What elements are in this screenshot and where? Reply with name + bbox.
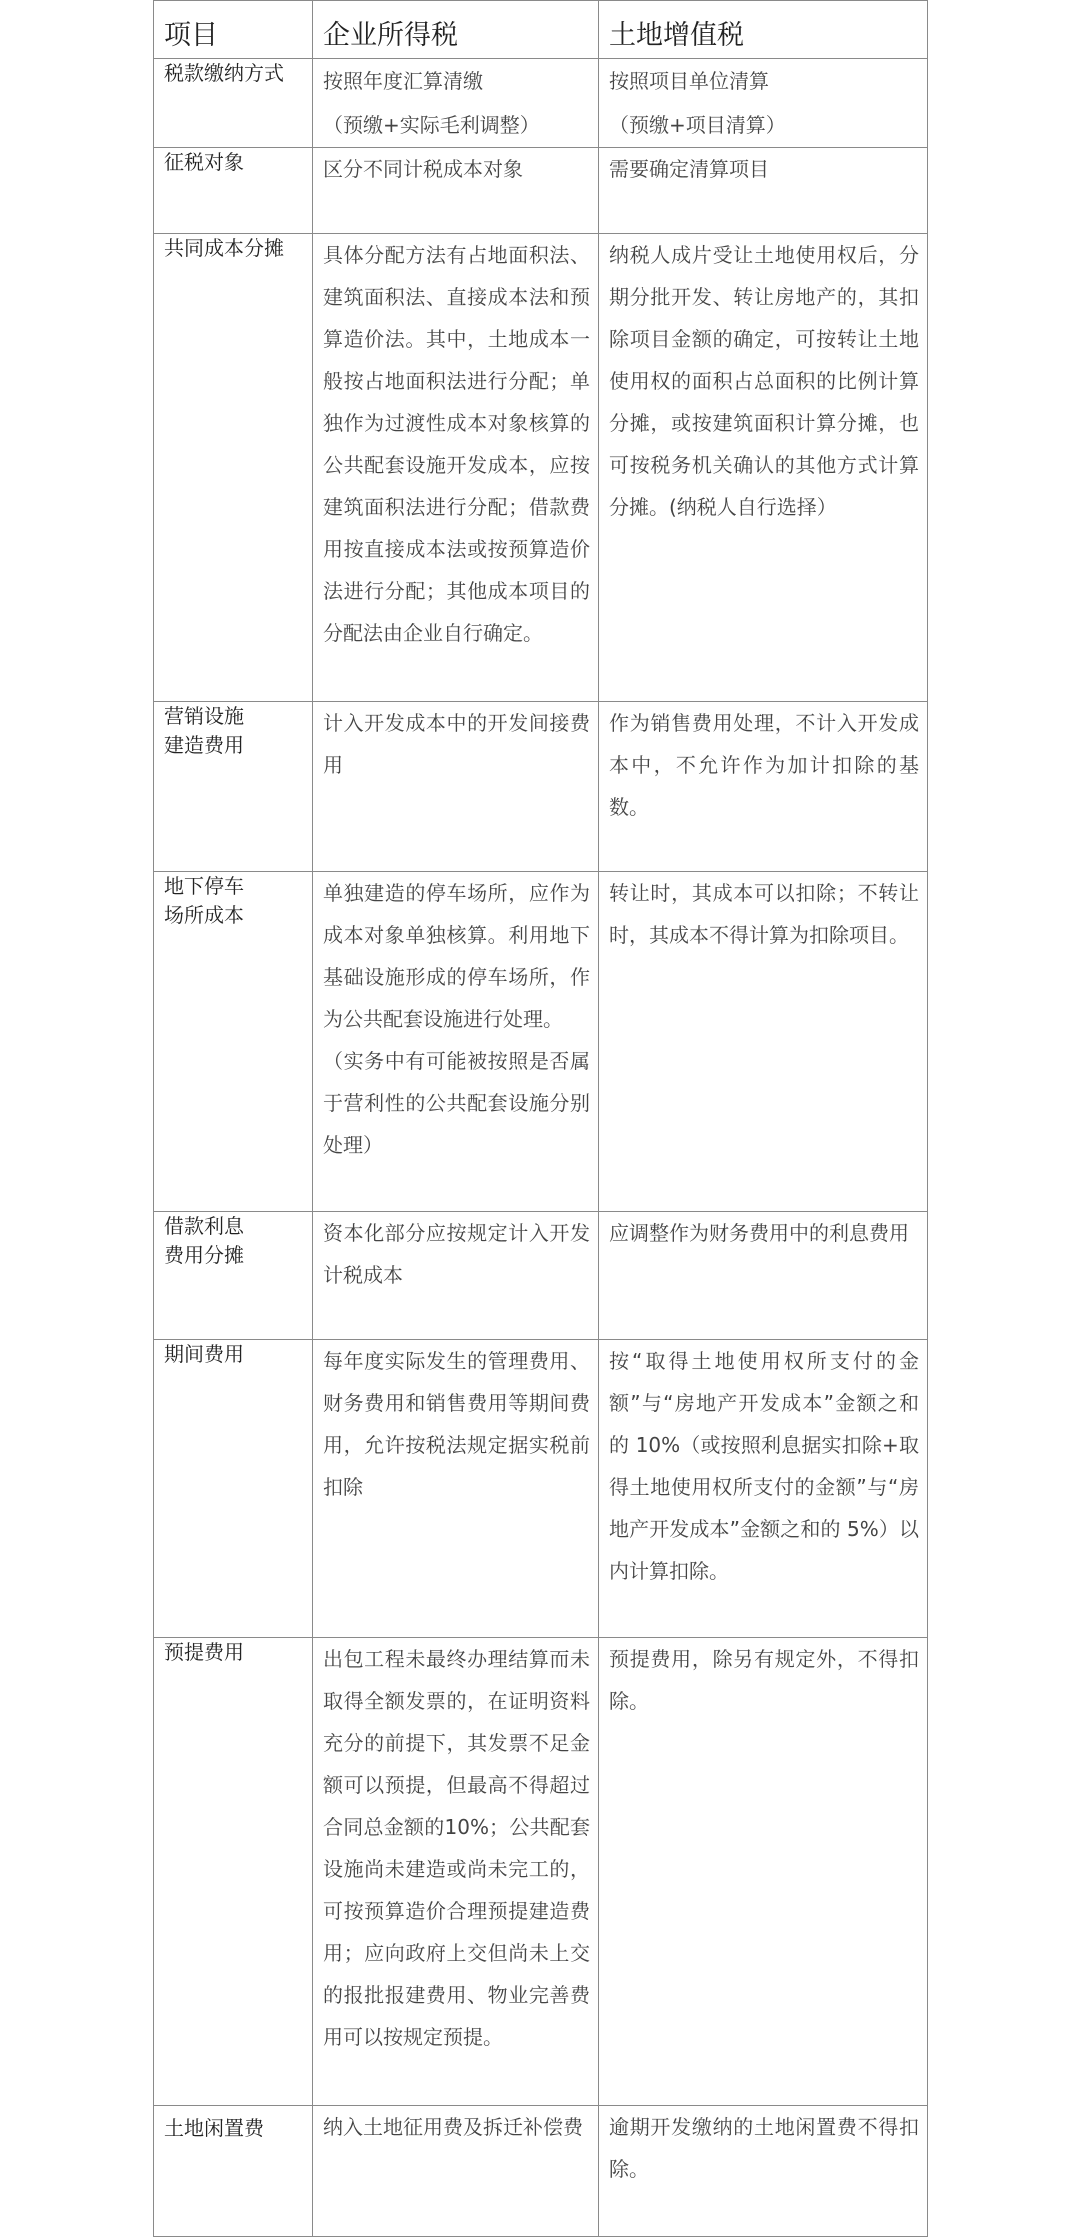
- row-label: 预提费用: [164, 1640, 244, 1664]
- table-row: [154, 59, 928, 148]
- cell-lvat-line: （预缴+项目清算）: [609, 113, 786, 137]
- comparison-table: [153, 0, 928, 2237]
- header-item: 项目: [154, 1, 313, 59]
- cell-eit: 计入开发成本中的开发间接费用: [323, 711, 590, 777]
- row-label: [154, 1212, 312, 1270]
- cell-lvat: 应调整作为财务费用中的利息费用: [609, 1221, 909, 1245]
- cell-eit: 区分不同计税成本对象: [323, 157, 523, 181]
- cell-lvat: 需要确定清算项目: [609, 157, 769, 181]
- table-row: [154, 872, 928, 1212]
- cell-eit: 资本化部分应按规定计入开发计税成本: [323, 1221, 590, 1287]
- cell-eit: 纳入土地征用费及拆迁补偿费: [323, 2115, 583, 2139]
- row-label: [154, 702, 312, 760]
- row-label-line: 营销设施: [164, 704, 244, 728]
- cell-lvat: 纳税人成片受让土地使用权后，分期分批开发、转让房地产的，其扣除项目金额的确定，可按转让土地使用权的面积占总面积的比例计算分摊，或按建筑面积计算分摊，也可按税务机关确认的其他方式计算分摊。(纳税人自行选择）: [609, 243, 919, 519]
- row-label: [154, 872, 312, 930]
- cell-eit: 出包工程未最终办理结算而未取得全额发票的，在证明资料充分的前提下，其发票不足金额可以预提，但最高不得超过合同总金额的10%；公共配套设施尚未建造或尚未完工的，可按预算造价合理预提建造费用；应向政府上交但尚未上交的报批报建费用、物业完善费用可以按规定预提。: [323, 1647, 590, 2049]
- table-row: [154, 2106, 928, 2237]
- row-label: 征税对象: [164, 150, 244, 174]
- table-row: [154, 1638, 928, 2106]
- cell-lvat: 按“取得土地使用权所支付的金额”与“房地产开发成本”金额之和的 10%（或按照利息据实扣除+取得土地使用权所支付的金额”与“房地产开发成本”金额之和的 5%）以内计算扣除。: [609, 1349, 919, 1583]
- row-label-line: 建造费用: [164, 733, 244, 757]
- table-row: [154, 234, 928, 702]
- cell-eit-line: 按照年度汇算清缴: [323, 69, 483, 93]
- table-row: [154, 1212, 928, 1340]
- cell-lvat: 预提费用，除另有规定外，不得扣除。: [609, 1647, 919, 1713]
- row-label: 税款缴纳方式: [164, 61, 284, 85]
- cell-eit: 每年度实际发生的管理费用、财务费用和销售费用等期间费用，允许按税法规定据实税前扣除: [323, 1349, 590, 1499]
- cell-lvat: 作为销售费用处理，不计入开发成本中，不允许作为加计扣除的基数。: [609, 711, 919, 819]
- row-label-line: 场所成本: [164, 903, 244, 927]
- row-label-line: 地下停车: [164, 874, 244, 898]
- cell-eit-para: （实务中有可能被按照是否属于营利性的公共配套设施分别处理）: [323, 1049, 590, 1157]
- cell-eit-para: 单独建造的停车场所，应作为成本对象单独核算。利用地下基础设施形成的停车场所，作为公共配套设施进行处理。: [323, 881, 590, 1031]
- table-row: [154, 148, 928, 234]
- row-label: 共同成本分摊: [164, 236, 284, 260]
- row-label: 期间费用: [164, 1342, 244, 1366]
- row-label-line: 借款利息: [164, 1214, 244, 1238]
- cell-lvat-line: 按照项目单位清算: [609, 69, 769, 93]
- table-row: [154, 1340, 928, 1638]
- cell-lvat: 逾期开发缴纳的土地闲置费不得扣除。: [609, 2115, 919, 2181]
- table-row: [154, 702, 928, 872]
- header-row: [154, 1, 928, 59]
- cell-eit-line: （预缴+实际毛利调整）: [323, 113, 540, 137]
- cell-lvat: 转让时，其成本可以扣除；不转让时，其成本不得计算为扣除项目。: [609, 881, 919, 947]
- header-lvat: 土地增值税: [599, 1, 928, 59]
- header-eit: 企业所得税: [313, 1, 599, 59]
- cell-eit: 具体分配方法有占地面积法、建筑面积法、直接成本法和预算造价法。其中，土地成本一般按占地面积法进行分配；单独作为过渡性成本对象核算的公共配套设施开发成本，应按建筑面积法进行分配；借款费用按直接成本法或按预算造价法进行分配；其他成本项目的分配法由企业自行确定。: [323, 243, 590, 645]
- row-label-line: 费用分摊: [164, 1243, 244, 1267]
- row-label: 土地闲置费: [164, 2116, 264, 2140]
